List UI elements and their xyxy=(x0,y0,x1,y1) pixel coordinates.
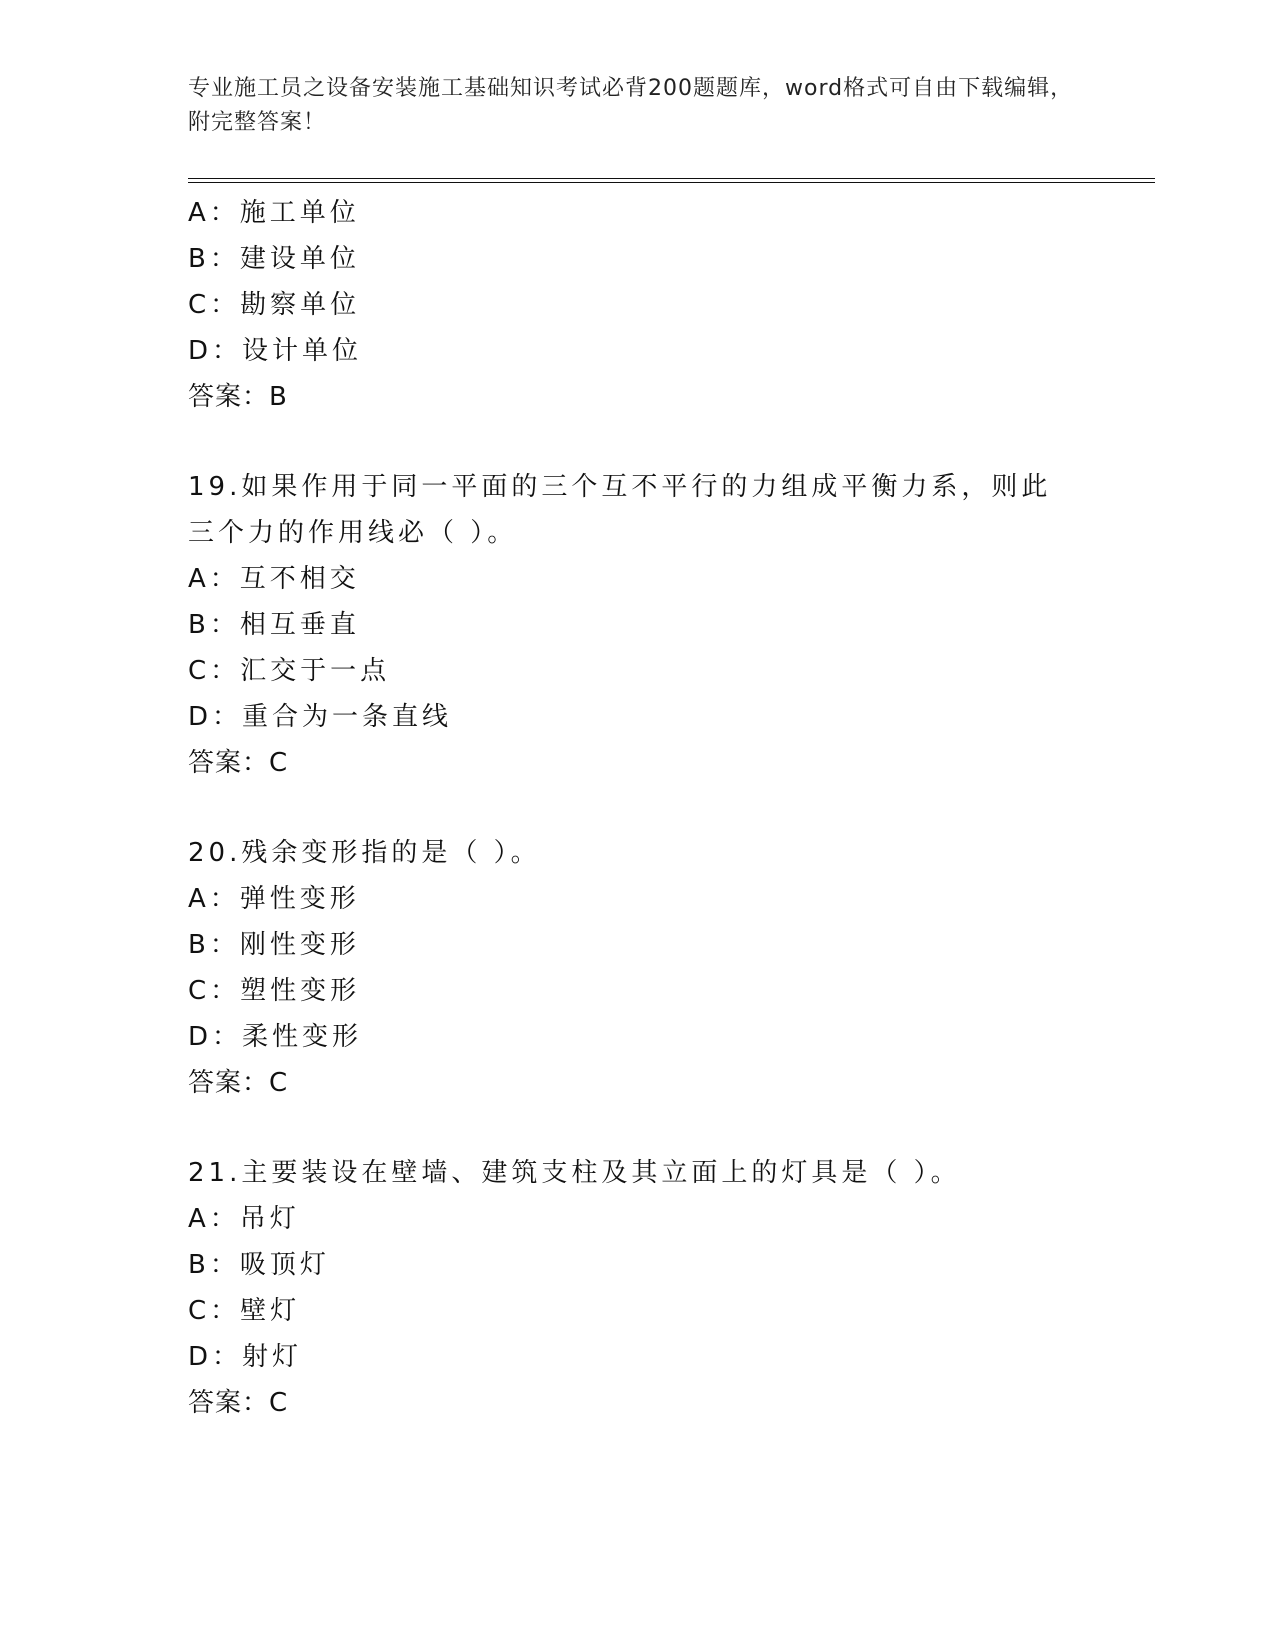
option-a: A：弹性变形 xyxy=(188,884,360,914)
answer-line: 答案：C xyxy=(188,1068,289,1098)
option-b: B：相互垂直 xyxy=(188,610,360,640)
question-block xyxy=(188,830,1088,1106)
option-d: D：重合为一条直线 xyxy=(188,702,453,732)
question-text: 20.残余变形指的是（ ）。 xyxy=(188,838,541,868)
question-text: 19.如果作用于同一平面的三个互不平行的力组成平衡力系，则此三个力的作用线必（ ）。 xyxy=(188,472,1052,548)
header-divider xyxy=(188,178,1155,183)
option-c: C：壁灯 xyxy=(188,1296,301,1326)
answer-line: 答案：C xyxy=(188,1388,289,1418)
option-b: B：吸顶灯 xyxy=(188,1250,330,1280)
option-d: D：设计单位 xyxy=(188,336,363,366)
option-a: A：互不相交 xyxy=(188,564,360,594)
document-header: 专业施工员之设备安装施工基础知识考试必背200题题库，word格式可自由下载编辑，附完整答案！ xyxy=(188,76,1074,135)
option-c: C：塑性变形 xyxy=(188,976,361,1006)
question-block xyxy=(188,1150,1088,1426)
answer-line: 答案：C xyxy=(188,748,289,778)
option-d: D：射灯 xyxy=(188,1342,303,1372)
option-b: B：刚性变形 xyxy=(188,930,360,960)
option-c: C：汇交于一点 xyxy=(188,656,391,686)
option-b: B：建设单位 xyxy=(188,244,360,274)
option-c: C：勘察单位 xyxy=(188,290,361,320)
question-list xyxy=(188,190,1088,1426)
option-a: A：吊灯 xyxy=(188,1204,300,1234)
question-block xyxy=(188,190,1088,420)
question-text: 21.主要装设在壁墙、建筑支柱及其立面上的灯具是（ ）。 xyxy=(188,1158,961,1188)
answer-line: 答案：B xyxy=(188,382,288,412)
option-a: A：施工单位 xyxy=(188,198,360,228)
option-d: D：柔性变形 xyxy=(188,1022,363,1052)
question-block xyxy=(188,464,1088,786)
